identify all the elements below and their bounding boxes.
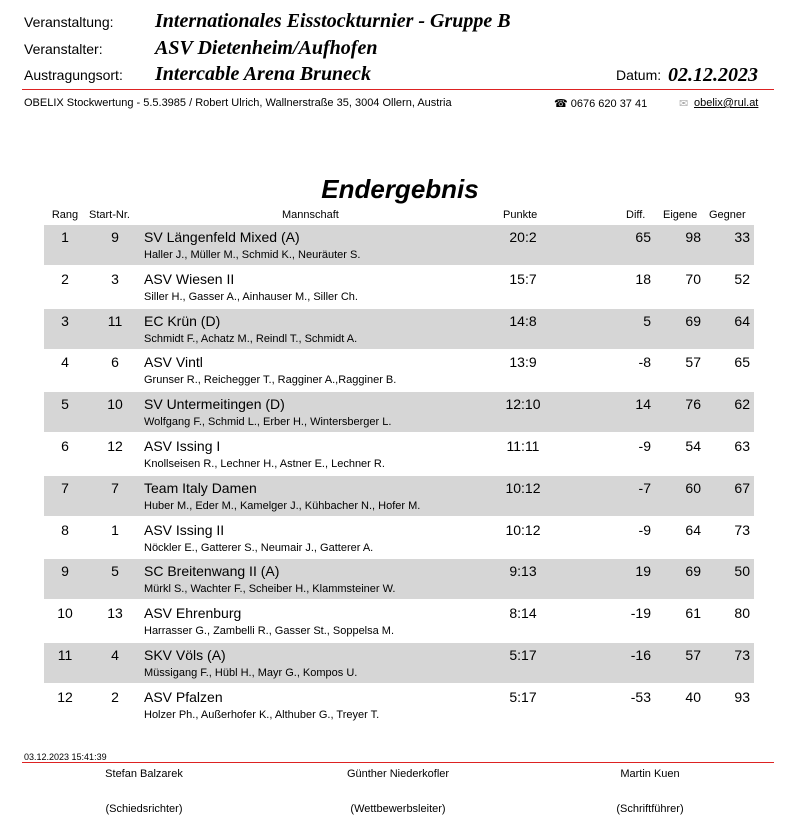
row-start-number: 3 xyxy=(111,271,119,287)
row-rank: 4 xyxy=(61,354,69,370)
row-start-number: 9 xyxy=(111,229,119,245)
row-start-number: 6 xyxy=(111,354,119,370)
datum-label: Datum: xyxy=(616,67,662,83)
row-points: 14:8 xyxy=(509,313,537,329)
row-players: Holzer Ph., Außerhofer K., Althuber G., Treyer T. xyxy=(144,709,380,721)
row-opponent-score: 80 xyxy=(734,605,750,621)
row-opponent-score: 64 xyxy=(734,313,750,329)
row-players: Schmidt F., Achatz M., Reindl T., Schmidt A. xyxy=(144,333,358,345)
signature-role-secretary: (Schriftführer) xyxy=(616,803,684,815)
row-own-score: 57 xyxy=(685,354,701,370)
mail-icon: ✉ xyxy=(679,98,689,110)
row-points: 15:7 xyxy=(509,271,537,287)
row-own-score: 61 xyxy=(685,605,701,621)
row-team-name: ASV Issing I xyxy=(144,438,221,454)
row-team-name: SC Breitenwang II (A) xyxy=(144,563,280,579)
row-difference: -7 xyxy=(638,480,651,496)
row-start-number: 12 xyxy=(107,438,123,454)
row-players: Haller J., Müller M., Schmid K., Neuräuter S. xyxy=(144,249,361,261)
email-link[interactable]: obelix@rul.at xyxy=(694,97,759,109)
row-players: Grunser R., Reichegger T., Ragginer A.,Ragginer B. xyxy=(144,374,397,386)
phone-number: ☎ 0676 620 37 41 xyxy=(554,98,648,110)
row-points: 20:2 xyxy=(509,229,537,245)
row-points: 5:17 xyxy=(509,647,537,663)
row-difference: 19 xyxy=(635,563,651,579)
row-points: 5:17 xyxy=(509,689,537,705)
row-difference: -9 xyxy=(638,522,651,538)
row-own-score: 57 xyxy=(685,647,701,663)
row-players: Müssigang F., Hübl H., Mayr G., Kompos U. xyxy=(144,667,358,679)
signature-name-referee: Stefan Balzarek xyxy=(105,768,183,780)
row-rank: 12 xyxy=(57,689,73,705)
row-difference: -8 xyxy=(638,354,651,370)
row-opponent-score: 63 xyxy=(734,438,750,454)
row-opponent-score: 93 xyxy=(734,689,750,705)
row-team-name: SV Längenfeld Mixed (A) xyxy=(144,229,300,245)
signature-role-competition-manager: (Wettbewerbsleiter) xyxy=(350,803,446,815)
row-rank: 9 xyxy=(61,563,69,579)
row-team-name: ASV Vintl xyxy=(144,354,203,370)
event-date: 02.12.2023 xyxy=(668,64,758,86)
row-rank: 7 xyxy=(61,480,69,496)
row-team-name: ASV Issing II xyxy=(144,522,225,538)
row-own-score: 54 xyxy=(685,438,701,454)
austragungsort-label: Austragungsort: xyxy=(24,67,123,83)
row-rank: 6 xyxy=(61,438,69,454)
signature-name-competition-manager: Günther Niederkofler xyxy=(346,768,450,780)
row-players: Siller H., Gasser A., Ainhauser M., Siller Ch. xyxy=(144,291,358,303)
venue-name: Intercable Arena Bruneck xyxy=(155,63,371,85)
row-rank: 3 xyxy=(61,313,69,329)
col-header-punkte: Punkte xyxy=(503,209,538,221)
row-opponent-score: 50 xyxy=(734,563,750,579)
row-start-number: 10 xyxy=(107,396,123,412)
software-info: OBELIX Stockwertung - 5.5.3985 / Robert Ulrich, Wallnerstraße 35, 3004 Ollern, Austria xyxy=(24,97,452,109)
row-players: Huber M., Eder M., Kamelger J., Kühbacher N., Hofer M. xyxy=(144,500,421,512)
organizer-name: ASV Dietenheim/Aufhofen xyxy=(155,37,378,59)
row-difference: -16 xyxy=(630,647,651,663)
col-header-gegner: Gegner xyxy=(709,209,746,221)
row-own-score: 64 xyxy=(685,522,701,538)
row-difference: 65 xyxy=(635,229,651,245)
page-title: Endergebnis xyxy=(321,174,479,204)
row-difference: -19 xyxy=(630,605,651,621)
row-own-score: 70 xyxy=(685,271,701,287)
row-points: 10:12 xyxy=(505,480,541,496)
row-rank: 1 xyxy=(61,229,69,245)
event-name: Internationales Eisstockturnier - Gruppe B xyxy=(155,10,511,32)
row-team-name: ASV Ehrenburg xyxy=(144,605,242,621)
row-opponent-score: 73 xyxy=(734,647,750,663)
veranstalter-label: Veranstalter: xyxy=(24,41,103,57)
row-start-number: 5 xyxy=(111,563,119,579)
row-start-number: 4 xyxy=(111,647,119,663)
row-own-score: 98 xyxy=(685,229,701,245)
signature-role-referee: (Schiedsrichter) xyxy=(105,803,183,815)
row-opponent-score: 52 xyxy=(734,271,750,287)
row-points: 11:11 xyxy=(506,438,540,454)
row-players: Mürkl S., Wachter F., Scheiber H., Klammsteiner W. xyxy=(144,583,396,595)
row-rank: 8 xyxy=(61,522,69,538)
row-players: Harrasser G., Zambelli R., Gasser St., Soppelsa M. xyxy=(144,625,395,637)
row-start-number: 1 xyxy=(111,522,119,538)
row-opponent-score: 65 xyxy=(734,354,750,370)
row-start-number: 7 xyxy=(111,480,119,496)
row-players: Knollseisen R., Lechner H., Astner E., Lechner R. xyxy=(144,458,385,470)
row-difference: 5 xyxy=(643,313,651,329)
row-opponent-score: 67 xyxy=(734,480,750,496)
row-opponent-score: 73 xyxy=(734,522,750,538)
row-start-number: 11 xyxy=(107,313,123,329)
row-start-number: 2 xyxy=(111,689,119,705)
row-points: 13:9 xyxy=(509,354,537,370)
signature-name-secretary: Martin Kuen xyxy=(620,768,680,780)
row-rank: 5 xyxy=(61,396,69,412)
row-own-score: 40 xyxy=(685,689,701,705)
row-own-score: 76 xyxy=(685,396,701,412)
row-points: 9:13 xyxy=(509,563,537,579)
row-rank: 2 xyxy=(61,271,69,287)
row-difference: -53 xyxy=(630,689,651,705)
row-players: Nöckler E., Gatterer S., Neumair J., Gatterer A. xyxy=(144,542,374,554)
col-header-team: Mannschaft xyxy=(282,209,339,221)
col-header-start: Start-Nr. xyxy=(89,209,130,221)
row-team-name: SV Untermeitingen (D) xyxy=(144,396,285,412)
row-start-number: 13 xyxy=(107,605,123,621)
header-rule xyxy=(22,89,774,90)
row-own-score: 69 xyxy=(685,563,701,579)
col-header-rang: Rang xyxy=(51,209,79,221)
col-header-eigene: Eigene xyxy=(663,209,698,221)
row-own-score: 69 xyxy=(685,313,701,329)
row-team-name: ASV Wiesen II xyxy=(144,271,235,287)
row-points: 12:10 xyxy=(505,396,541,412)
row-rank: 10 xyxy=(57,605,73,621)
row-team-name: Team Italy Damen xyxy=(144,480,257,496)
row-team-name: EC Krün (D) xyxy=(144,313,221,329)
row-own-score: 60 xyxy=(685,480,701,496)
col-header-diff: Diff. xyxy=(626,209,646,221)
row-difference: -9 xyxy=(638,438,651,454)
footer-rule xyxy=(22,762,774,763)
print-timestamp: 03.12.2023 15:41:39 xyxy=(24,752,107,762)
row-opponent-score: 33 xyxy=(734,229,750,245)
row-difference: 18 xyxy=(635,271,651,287)
row-team-name: ASV Pfalzen xyxy=(144,689,223,705)
veranstaltung-label: Veranstaltung: xyxy=(24,14,114,30)
row-players: Wolfgang F., Schmid L., Erber H., Wintersberger L. xyxy=(144,416,392,428)
row-points: 10:12 xyxy=(505,522,541,538)
row-team-name: SKV Völs (A) xyxy=(144,647,226,663)
row-points: 8:14 xyxy=(509,605,537,621)
row-opponent-score: 62 xyxy=(734,396,750,412)
row-rank: 11 xyxy=(57,647,73,663)
row-difference: 14 xyxy=(635,396,651,412)
